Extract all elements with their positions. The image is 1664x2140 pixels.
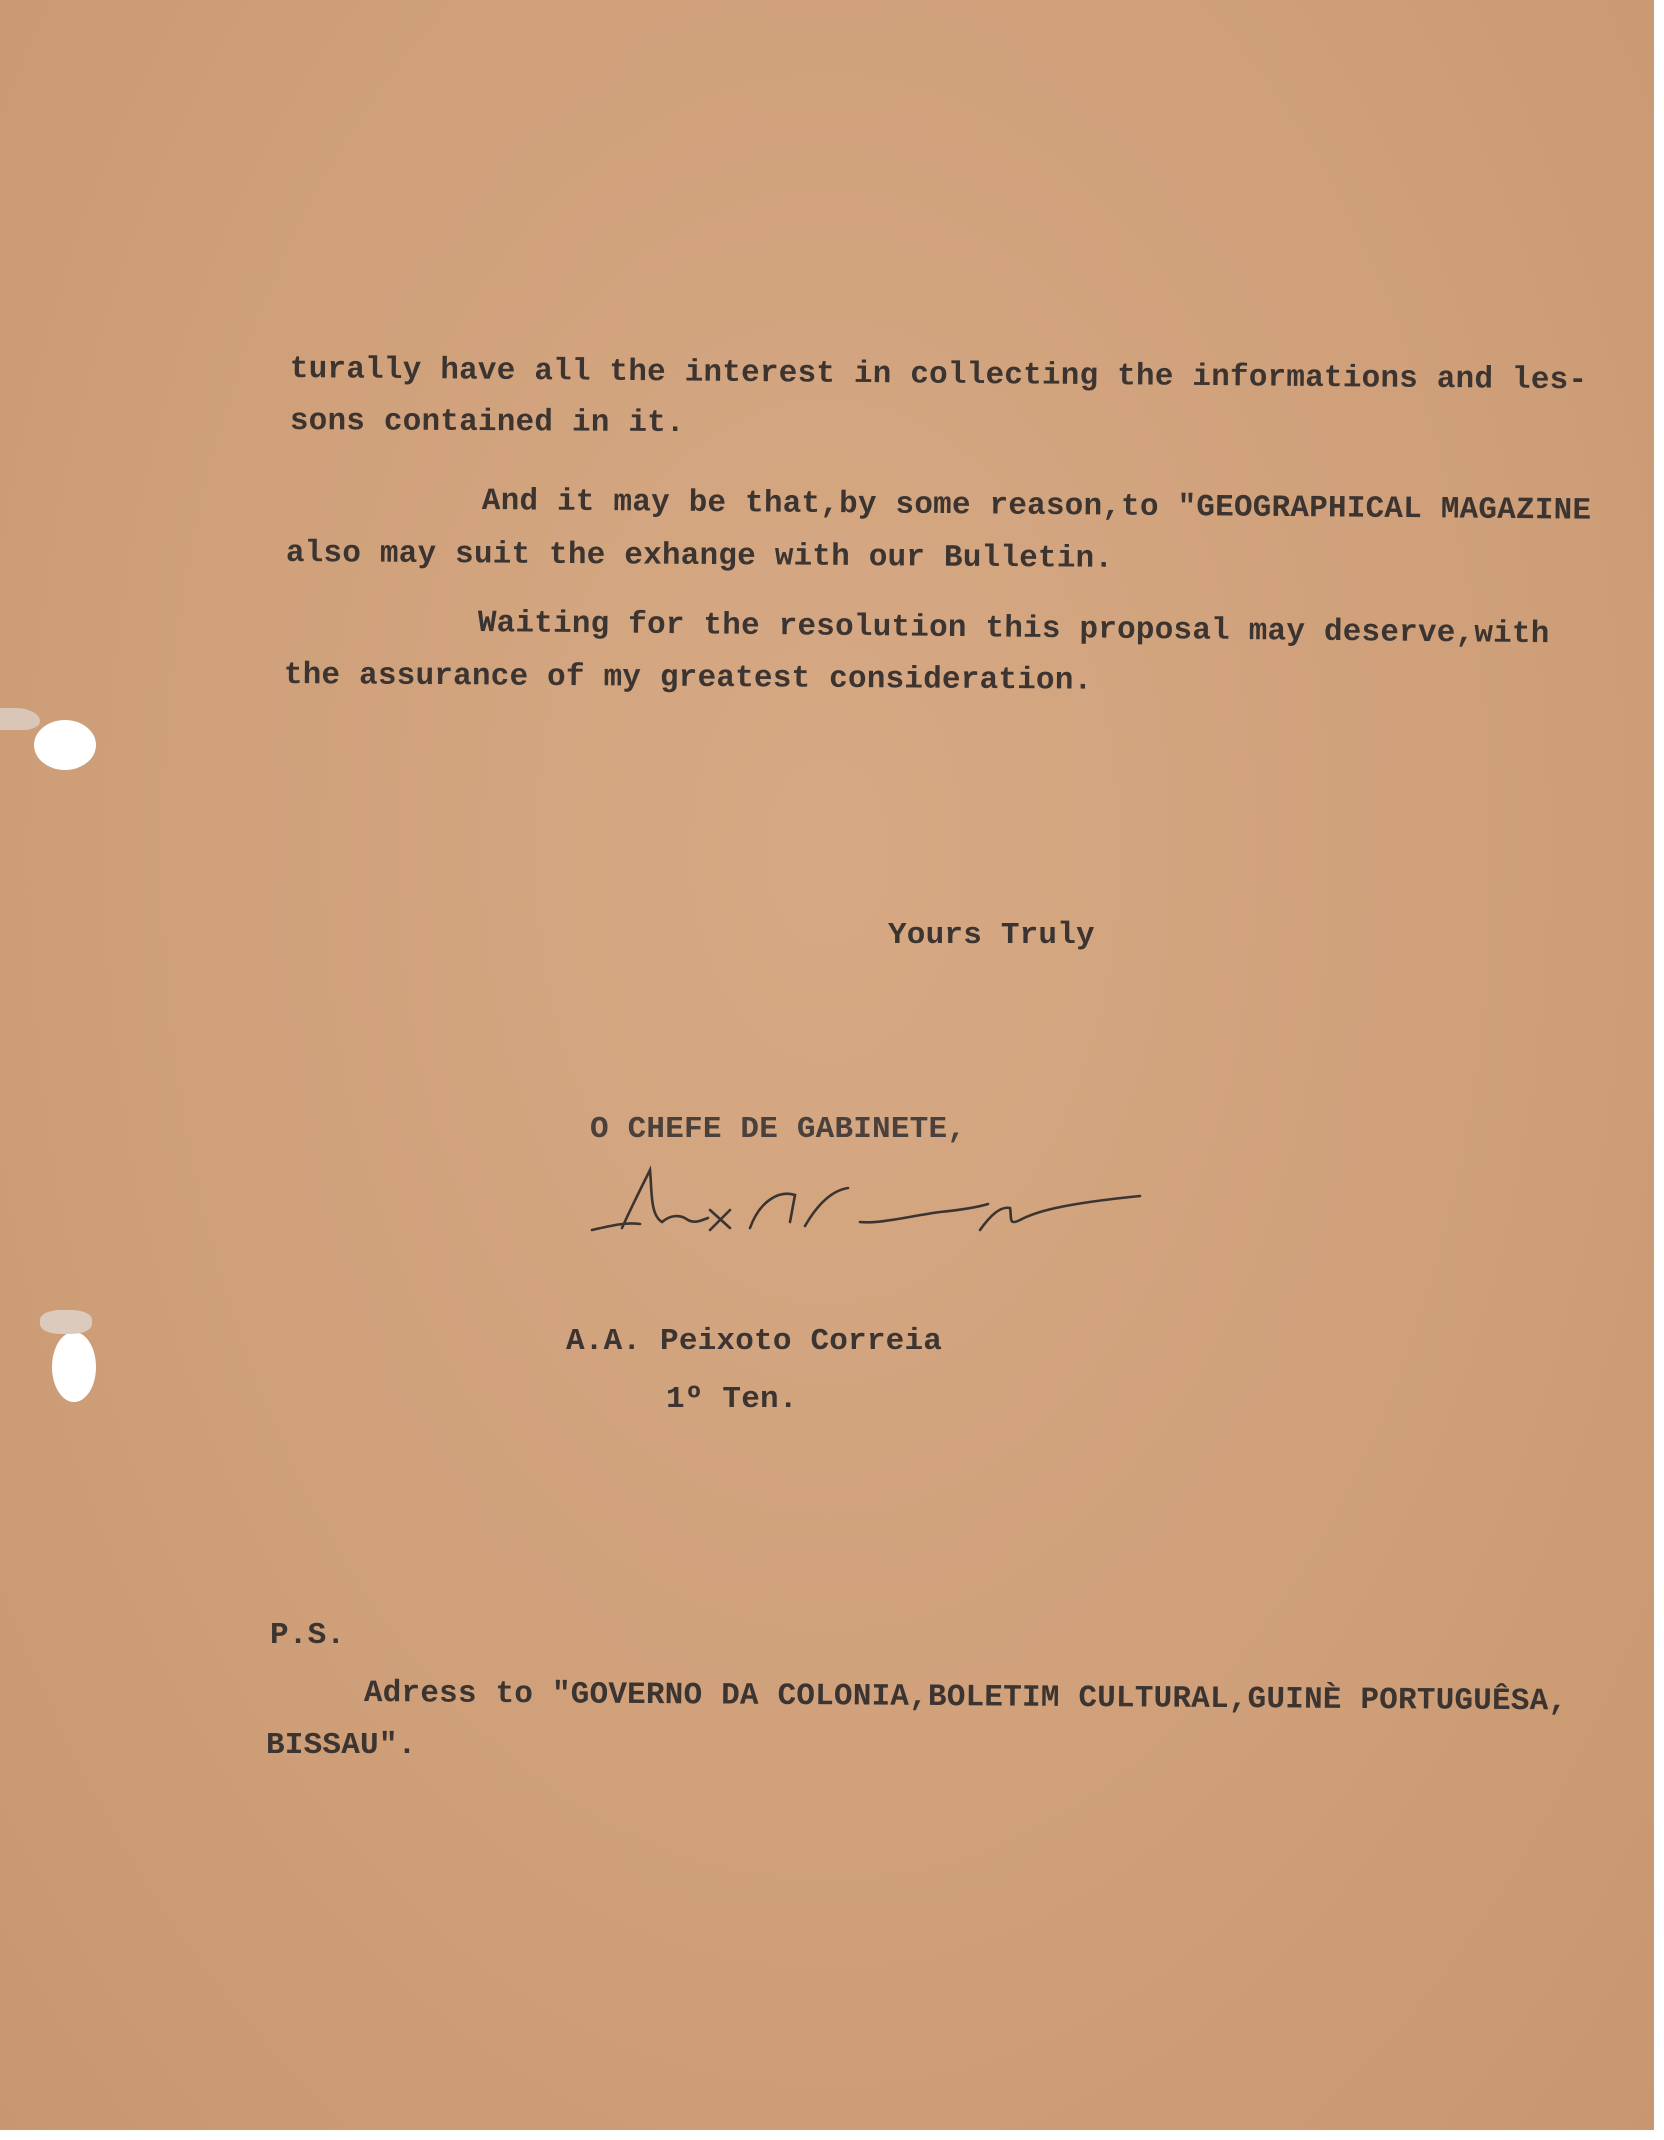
signer-name: A.A. Peixoto Correia xyxy=(566,1324,943,1359)
closing: Yours Truly xyxy=(888,918,1095,953)
page-edge-right xyxy=(1654,0,1664,2140)
signature-stroke-2 xyxy=(860,1196,1140,1230)
ps-line1: Adress to "GOVERNO DA COLONIA,BOLETIM CULTURAL,GUINÈ PORTUGUÊSA, xyxy=(363,1676,1568,1720)
punch-hole-bottom-tear xyxy=(40,1310,92,1334)
page-edge-bottom xyxy=(0,2130,1664,2140)
punch-hole-bottom xyxy=(52,1332,96,1402)
ps-line2: BISSAU". xyxy=(266,1728,417,1763)
ps-label: P.S. xyxy=(270,1618,346,1653)
signer-rank: 1º Ten. xyxy=(666,1382,798,1417)
office-title: O CHEFE DE GABINETE, xyxy=(590,1112,967,1147)
para1-line1: turally have all the interest in collecting the informations and les- xyxy=(289,352,1588,399)
punch-hole-top xyxy=(34,720,96,770)
para2-line2: also may suit the exhange with our Bulletin. xyxy=(285,536,1114,577)
handwritten-signature xyxy=(580,1160,1160,1270)
para1-line2: sons contained in it. xyxy=(289,404,685,442)
para3-line2: the assurance of my greatest consideration. xyxy=(283,658,1093,699)
para2-line1: And it may be that,by some reason,to "GEOGRAPHICAL MAGAZINE xyxy=(481,484,1592,529)
punch-hole-top-tear xyxy=(0,708,40,730)
para3-line1: Waiting for the resolution this proposal may deserve,with xyxy=(477,606,1550,653)
signature-stroke-1 xyxy=(592,1170,848,1230)
